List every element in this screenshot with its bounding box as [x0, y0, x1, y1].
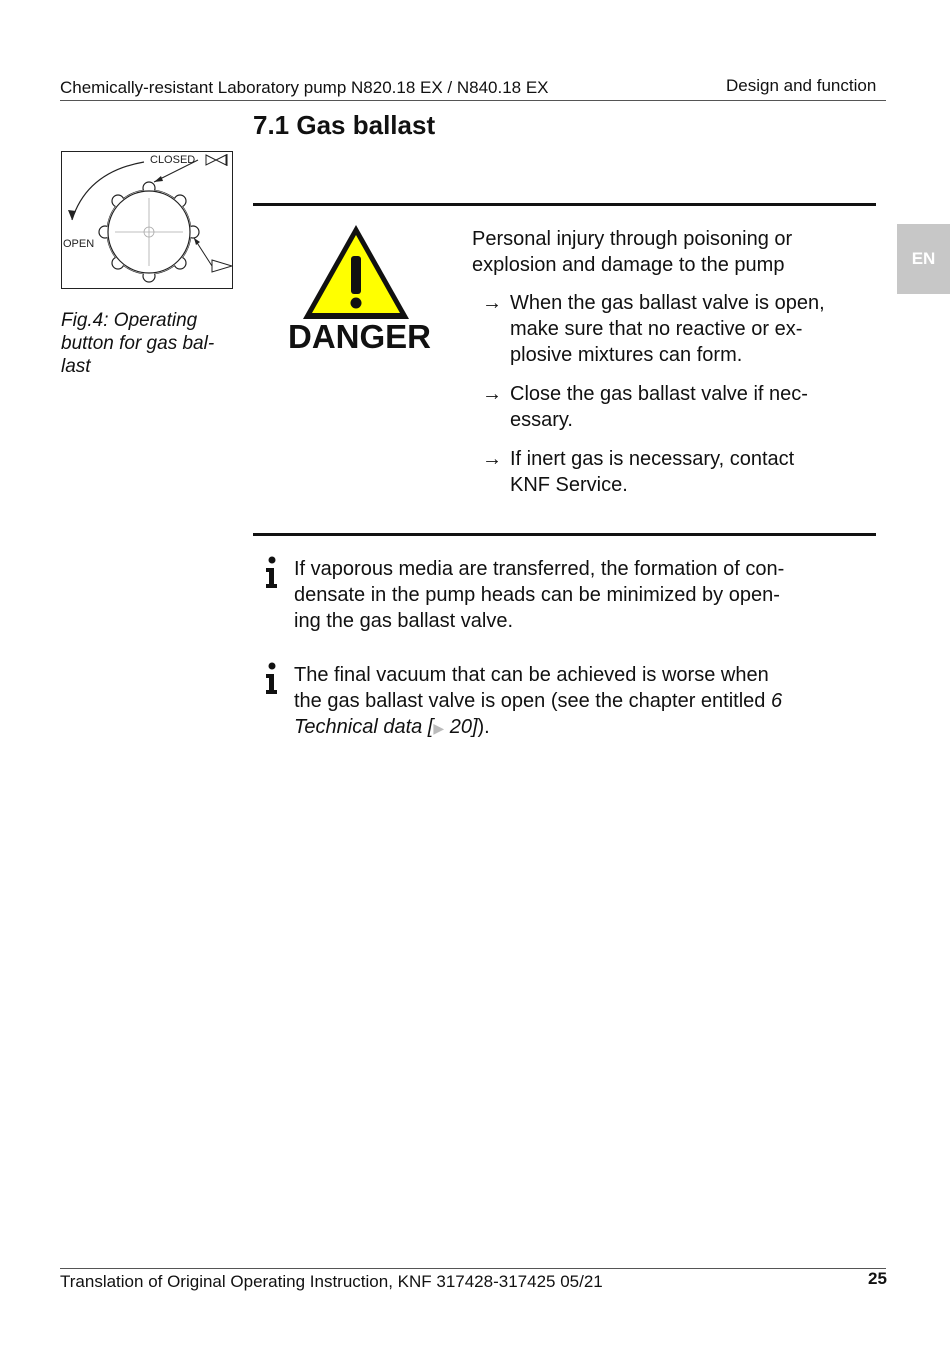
danger-item: → Close the gas ballast valve if nec- essary.: [482, 383, 808, 431]
arrow-right-icon: →: [482, 292, 502, 314]
danger-item: → If inert gas is necessary, contact KNF Service.: [482, 448, 795, 496]
header-divider: [60, 100, 886, 101]
section-heading: 7.1 Gas ballast: [253, 110, 436, 140]
info-icon: [262, 662, 294, 741]
page-link-icon[interactable]: ▶: [433, 720, 445, 736]
gas-ballast-figure: [61, 151, 233, 289]
triangle-marker-icon: [212, 260, 232, 272]
info-icon: [262, 556, 294, 634]
danger-top-rule: [253, 203, 876, 206]
page-number: 25: [868, 1269, 887, 1288]
document-title: Chemically-resistant Laboratory pump N820.18 EX / N840.18 EX: [60, 78, 549, 97]
chapter-title: Design and function: [726, 76, 877, 95]
danger-signal-word: DANGER: [288, 318, 432, 355]
footer-text: Translation of Original Operating Instruction, KNF 317428-317425 05/21: [60, 1272, 603, 1291]
valve-symbol-icon: [206, 154, 227, 166]
footer-divider: [60, 1268, 886, 1269]
label-closed: CLOSED: [150, 154, 196, 166]
danger-item: → When the gas ballast valve is open, make sure that no reactive or ex- plosive mixtures can form.: [482, 292, 825, 366]
danger-title: Personal injury through poisoning or explosion and damage to the pump: [472, 228, 793, 276]
warning-triangle-icon: [300, 222, 412, 322]
info-note: The final vacuum that can be achieved is worse when the gas ballast valve is open (see the chapter entitled 6 Technical data [▶ 20]).: [262, 662, 862, 741]
language-tab[interactable]: EN: [897, 224, 950, 294]
operating-button-diagram: [62, 152, 232, 288]
arrow-right-icon: →: [482, 383, 502, 405]
label-open: OPEN: [63, 238, 95, 250]
page-ref[interactable]: 20]: [444, 716, 478, 738]
danger-bottom-rule: [253, 533, 876, 536]
figure-caption: Fig.4: Operating button for gas bal-last: [61, 310, 215, 377]
arrow-right-icon: →: [482, 448, 502, 470]
chapter-ref[interactable]: 6: [770, 690, 783, 712]
knob-icon: [99, 182, 199, 282]
info-note: If vaporous media are transferred, the formation of con- densate in the pump heads can be minimized by open- ing the gas ballast valve.: [262, 556, 862, 634]
chapter-ref-title[interactable]: Technical data [: [294, 716, 434, 738]
